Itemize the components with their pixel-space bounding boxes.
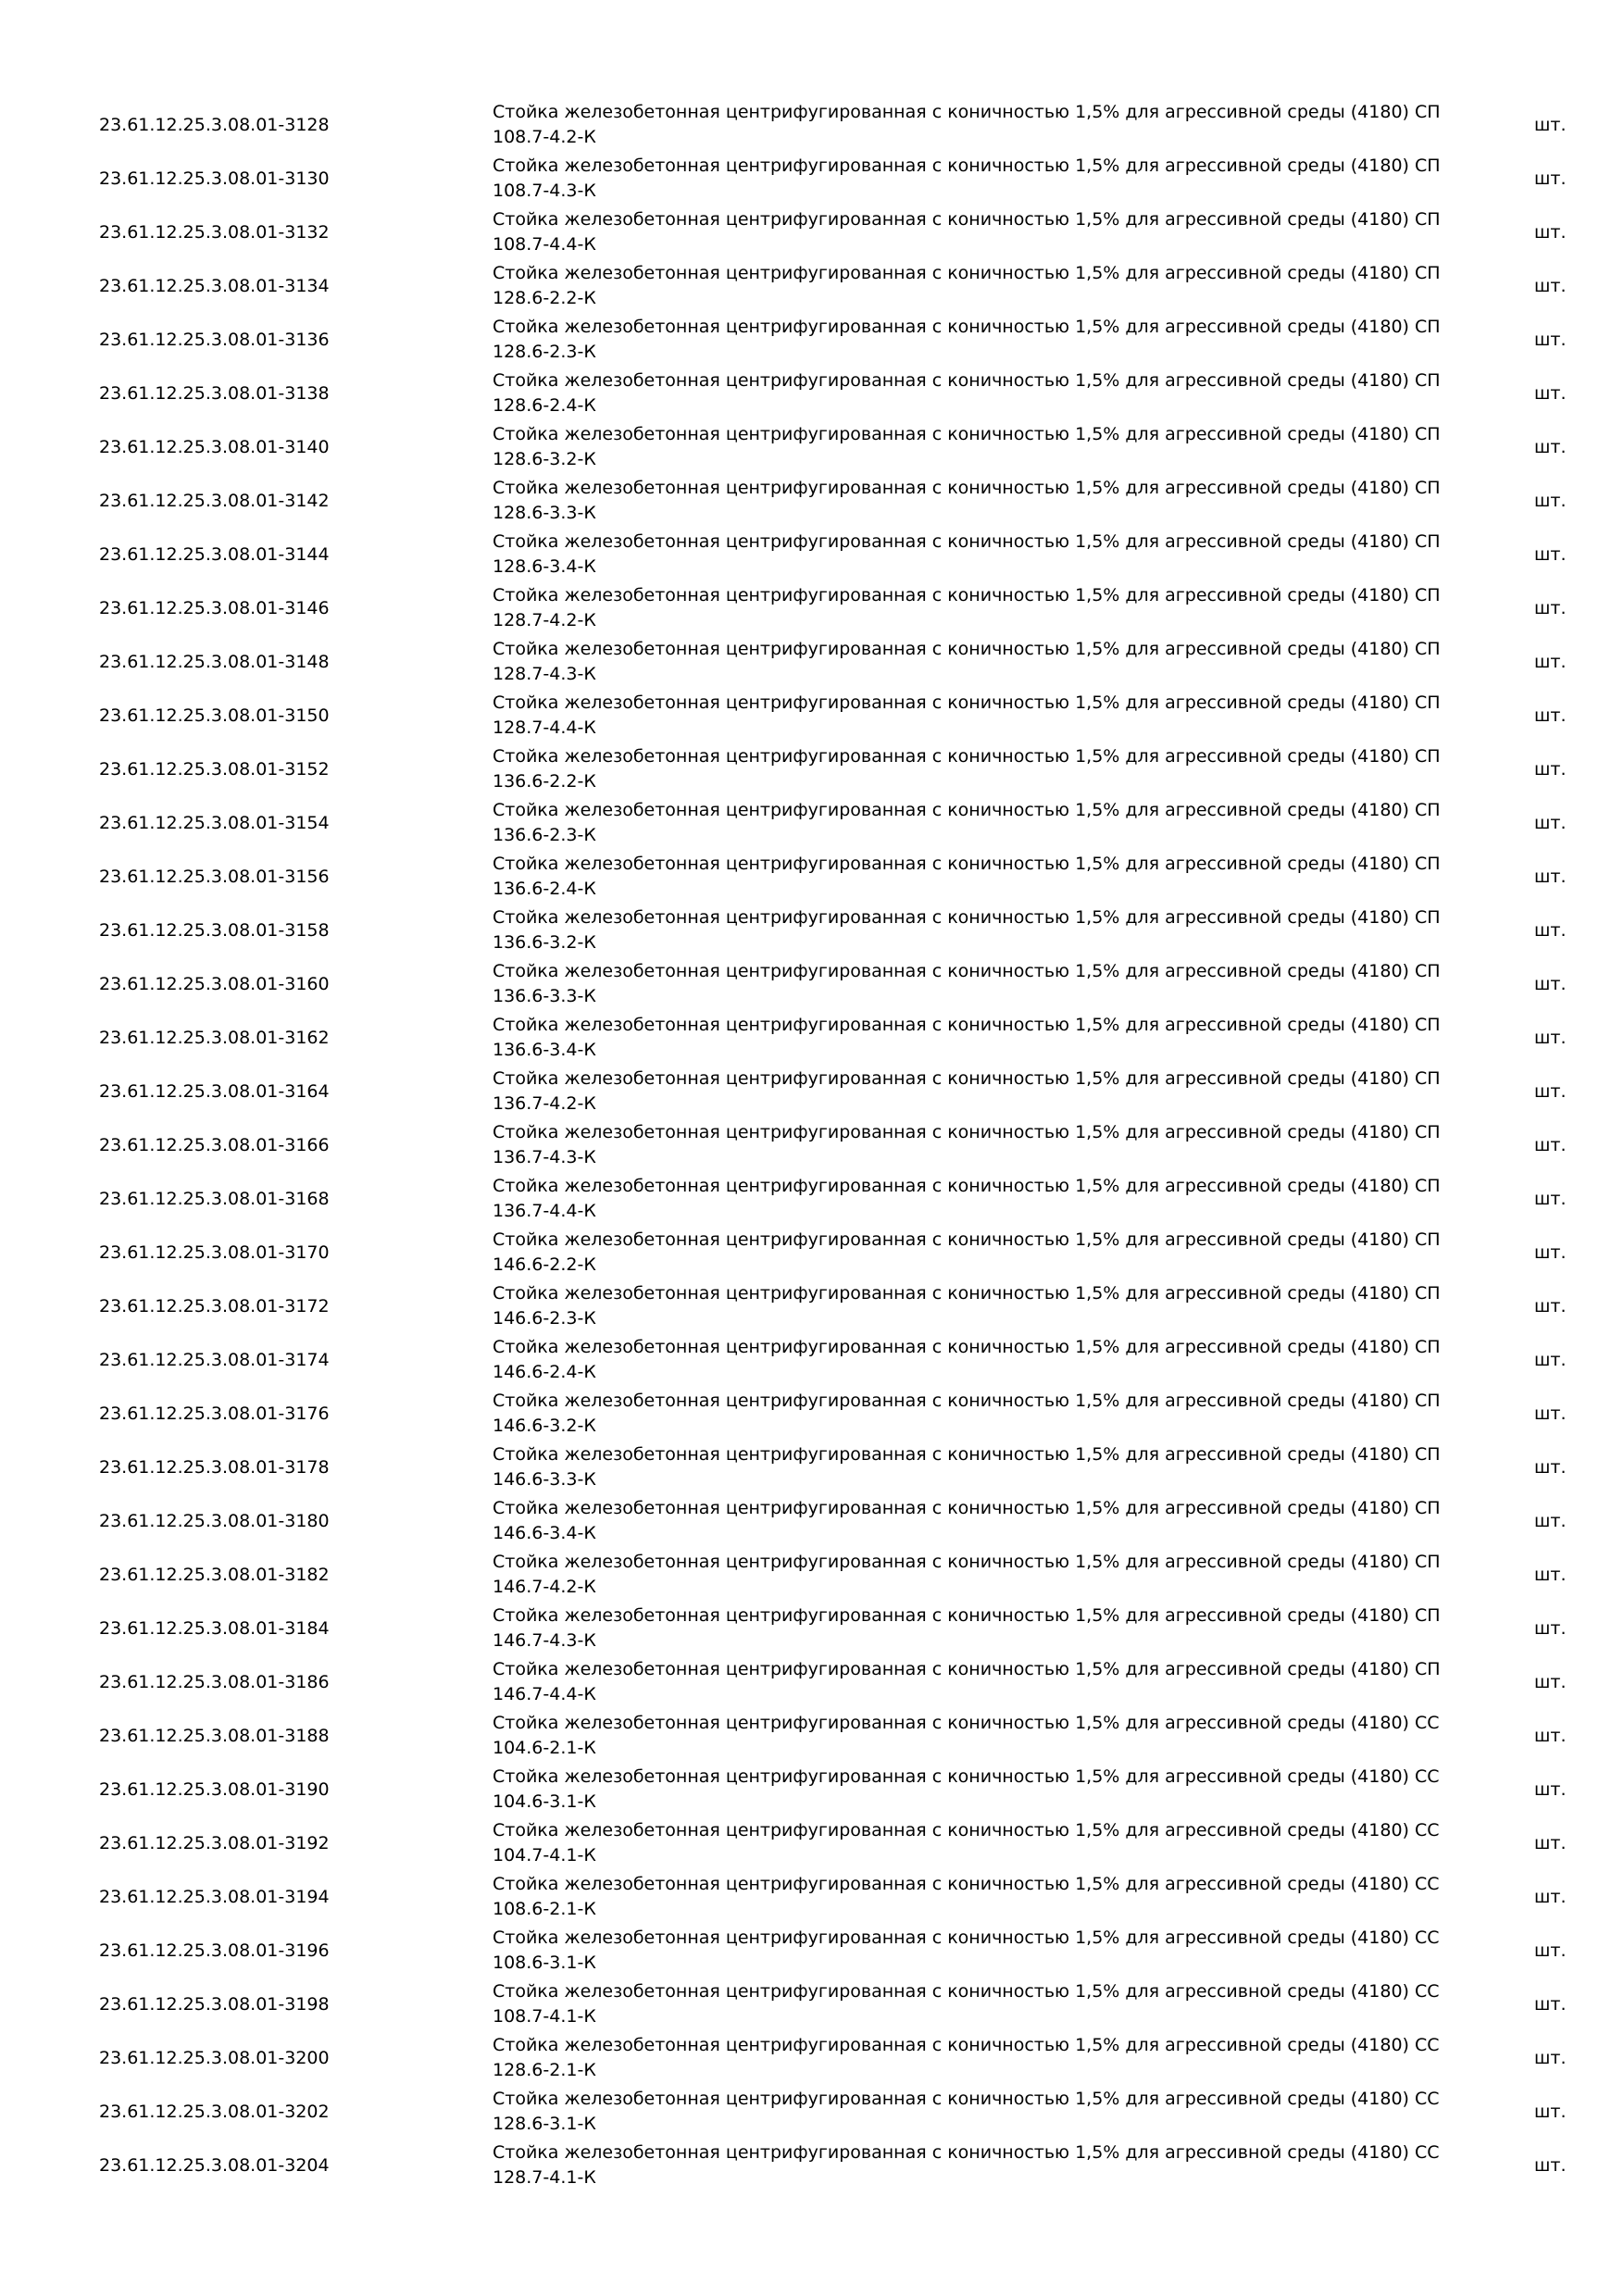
table-row [0,1011,1624,1065]
item-name [493,2087,1440,2137]
table-row [0,2139,1624,2192]
item-name [493,154,1441,204]
table-row [0,152,1624,206]
item-name [493,905,1441,955]
item-name-line: 104.6-3.1-К [493,1791,596,1812]
item-unit: шт. [1534,1242,1567,1263]
item-code: 23.61.12.25.3.08.01-3128 [99,115,330,135]
item-unit: шт. [1534,437,1567,457]
item-name [493,1281,1441,1331]
table-row [0,1065,1624,1118]
item-name-line: 128.6-3.3-К [493,503,596,523]
item-name-line: Стойка железобетонная центрифугированная с коничностью 1,5% для агрессивной среды (4180) СП [493,1015,1441,1035]
item-code: 23.61.12.25.3.08.01-3200 [99,2048,330,2068]
item-name [493,422,1441,472]
item-code: 23.61.12.25.3.08.01-3162 [99,1028,330,1048]
table-row [0,1870,1624,1924]
item-unit: шт. [1534,1404,1567,1424]
item-unit: шт. [1534,759,1567,780]
item-code: 23.61.12.25.3.08.01-3192 [99,1833,330,1853]
item-name-line: 128.7-4.4-К [493,718,596,738]
item-name-line: 128.6-3.2-К [493,449,596,469]
item-code: 23.61.12.25.3.08.01-3186 [99,1672,330,1692]
item-code: 23.61.12.25.3.08.01-3202 [99,2102,330,2122]
item-name-line: 108.7-4.2-К [493,127,596,147]
table-row [0,1978,1624,2031]
item-name-line: 136.7-4.2-К [493,1093,596,1114]
table-row [0,1924,1624,1978]
item-name-line: 128.6-2.2-К [493,288,596,308]
table-row [0,367,1624,420]
item-name-line: Стойка железобетонная центрифугированная с коничностью 1,5% для агрессивной среды (4180) СП [493,209,1441,230]
item-name-line: Стойка железобетонная центрифугированная с коничностью 1,5% для агрессивной среды (4180) СП [493,1498,1441,1518]
item-code: 23.61.12.25.3.08.01-3130 [99,168,330,189]
item-unit: шт. [1534,1940,1567,1961]
item-name-line: 104.7-4.1-К [493,1845,596,1866]
item-name [493,476,1441,526]
item-name [493,637,1441,687]
item-name [493,1228,1441,1278]
item-name [493,1174,1441,1224]
item-name-line: Стойка железобетонная центрифугированная с коничностью 1,5% для агрессивной среды (4180) СП [493,1176,1441,1196]
item-name-line: Стойка железобетонная центрифугированная с коничностью 1,5% для агрессивной среды (4180) СП [493,1283,1441,1304]
item-code: 23.61.12.25.3.08.01-3154 [99,813,330,833]
item-name [493,368,1441,418]
item-unit: шт. [1534,705,1567,726]
item-unit: шт. [1534,974,1567,994]
item-name-line: 146.6-3.4-К [493,1523,596,1543]
item-code: 23.61.12.25.3.08.01-3148 [99,652,330,672]
item-name-line: 108.7-4.1-К [493,2006,596,2027]
item-name-line: Стойка железобетонная центрифугированная с коничностью 1,5% для агрессивной среды (4180) СП [493,1552,1441,1572]
table-row [0,957,1624,1011]
item-name-line: Стойка железобетонная центрифугированная с коничностью 1,5% для агрессивной среды (4180) СС [493,1820,1440,1841]
item-unit: шт. [1534,2155,1567,2176]
table-row [0,1172,1624,1226]
item-code: 23.61.12.25.3.08.01-3174 [99,1350,330,1370]
item-unit: шт. [1534,867,1567,887]
item-code: 23.61.12.25.3.08.01-3156 [99,867,330,887]
item-name-line: 128.6-3.1-К [493,2114,596,2134]
item-unit: шт. [1534,2048,1567,2068]
item-code: 23.61.12.25.3.08.01-3142 [99,491,330,511]
table-row [0,313,1624,367]
item-name-line: 128.6-2.3-К [493,342,596,362]
item-code: 23.61.12.25.3.08.01-3190 [99,1779,330,1800]
item-name-line: Стойка железобетонная центрифугированная с коничностью 1,5% для агрессивной среды (4180) СС [493,2142,1440,2163]
item-name-line: Стойка железобетонная центрифугированная с коничностью 1,5% для агрессивной среды (4180) СП [493,1229,1441,1250]
item-name [493,1818,1440,1868]
item-name [493,1067,1441,1117]
item-name-line: Стойка железобетонная центрифугированная с коничностью 1,5% для агрессивной среды (4180) СП [493,961,1441,981]
item-name-line: 128.7-4.1-К [493,2167,596,2188]
item-unit: шт. [1534,598,1567,618]
item-name-line: Стойка железобетонная центрифугированная с коничностью 1,5% для агрессивной среды (4180) СП [493,1391,1441,1411]
table-row [0,1387,1624,1441]
item-name [493,2033,1440,2083]
item-name-line: Стойка железобетонная центрифугированная с коничностью 1,5% для агрессивной среды (4180) СП [493,370,1441,391]
item-code: 23.61.12.25.3.08.01-3198 [99,1994,330,2015]
table-row [0,1226,1624,1279]
table-row [0,2031,1624,2085]
item-code: 23.61.12.25.3.08.01-3144 [99,544,330,565]
item-unit: шт. [1534,383,1567,404]
item-unit: шт. [1534,1565,1567,1585]
item-name-line: Стойка железобетонная центрифугированная с коничностью 1,5% для агрессивной среды (4180) СП [493,531,1441,552]
item-code: 23.61.12.25.3.08.01-3196 [99,1940,330,1961]
item-unit: шт. [1534,544,1567,565]
item-name-line: Стойка железобетонная центрифугированная с коничностью 1,5% для агрессивной среды (4180) СП [493,693,1441,713]
item-name-line: Стойка железобетонная центрифугированная с коничностью 1,5% для агрессивной среды (4180) СС [493,1981,1440,2002]
item-name [493,1335,1441,1385]
item-name [493,2140,1440,2190]
table-row [0,1655,1624,1709]
item-name-line: Стойка железобетонная центрифугированная с коничностью 1,5% для агрессивной среды (4180) СП [493,1659,1441,1679]
item-unit: шт. [1534,1135,1567,1155]
item-name-line: 136.6-2.2-К [493,771,596,792]
table-row [0,1816,1624,1870]
item-code: 23.61.12.25.3.08.01-3150 [99,705,330,726]
item-name-line: 136.6-3.2-К [493,932,596,953]
item-name-line: 108.7-4.3-К [493,181,596,201]
item-name [493,691,1441,741]
item-name-line: 128.6-2.4-К [493,395,596,416]
item-unit: шт. [1534,1350,1567,1370]
item-name-line: 146.7-4.4-К [493,1684,596,1704]
item-name [493,1603,1441,1653]
item-name-line: Стойка железобетонная центрифугированная с коничностью 1,5% для агрессивной среды (4180) СП [493,1122,1441,1142]
item-name [493,1657,1441,1707]
item-code: 23.61.12.25.3.08.01-3172 [99,1296,330,1316]
item-code: 23.61.12.25.3.08.01-3134 [99,276,330,296]
table-row [0,1709,1624,1763]
item-unit: шт. [1534,1779,1567,1800]
item-name-line: 146.6-2.2-К [493,1254,596,1275]
item-name [493,1765,1440,1815]
item-name-line: Стойка железобетонная центрифугированная с коничностью 1,5% для агрессивной среды (4180) СП [493,800,1441,820]
table-row [0,689,1624,742]
item-name-line: 146.6-3.2-К [493,1416,596,1436]
item-name-line: 136.6-2.3-К [493,825,596,845]
item-name-line: 136.7-4.4-К [493,1201,596,1221]
item-name [493,1550,1441,1600]
item-name-line: Стойка железобетонная центрифугированная с коничностью 1,5% для агрессивной среды (4180) СП [493,585,1441,605]
item-name [493,100,1441,150]
item-name-line: Стойка железобетонная центрифугированная с коничностью 1,5% для агрессивной среды (4180) СС [493,1928,1440,1948]
item-code: 23.61.12.25.3.08.01-3152 [99,759,330,780]
item-name-line: 146.7-4.3-К [493,1630,596,1651]
item-name-line: 136.6-3.3-К [493,986,596,1006]
item-name-line: Стойка железобетонная центрифугированная с коничностью 1,5% для агрессивной среды (4180) СС [493,1713,1440,1733]
item-name-line: Стойка железобетонная центрифугированная с коничностью 1,5% для агрессивной среды (4180) СС [493,1766,1440,1787]
table-row [0,259,1624,313]
item-unit: шт. [1534,920,1567,941]
item-name-line: 146.6-3.3-К [493,1469,596,1490]
item-name-line: 128.6-2.1-К [493,2060,596,2080]
item-name [493,1442,1441,1492]
item-unit: шт. [1534,1028,1567,1048]
item-unit: шт. [1534,1618,1567,1639]
table-row [0,474,1624,528]
item-code: 23.61.12.25.3.08.01-3132 [99,222,330,243]
item-table [0,98,1624,2192]
table-row [0,581,1624,635]
item-code: 23.61.12.25.3.08.01-3164 [99,1081,330,1102]
table-row [0,742,1624,796]
item-code: 23.61.12.25.3.08.01-3204 [99,2155,330,2176]
item-unit: шт. [1534,1189,1567,1209]
item-name-line: 128.7-4.3-К [493,664,596,684]
item-code: 23.61.12.25.3.08.01-3176 [99,1404,330,1424]
item-name [493,798,1441,848]
item-name-line: 108.7-4.4-К [493,234,596,255]
item-name [493,744,1441,794]
item-unit: шт. [1534,1457,1567,1478]
item-name-line: Стойка железобетонная центрифугированная с коничностью 1,5% для агрессивной среды (4180) СП [493,317,1441,337]
table-row [0,2085,1624,2139]
item-code: 23.61.12.25.3.08.01-3166 [99,1135,330,1155]
item-name-line: Стойка железобетонная центрифугированная с коничностью 1,5% для агрессивной среды (4180) СП [493,424,1441,444]
item-unit: шт. [1534,1511,1567,1531]
item-name-line: 108.6-2.1-К [493,1899,596,1919]
item-name-line: Стойка железобетонная центрифугированная с коничностью 1,5% для агрессивной среды (4180) СП [493,1444,1441,1465]
item-name [493,1496,1441,1546]
item-unit: шт. [1534,1833,1567,1853]
item-name-line: 146.6-2.3-К [493,1308,596,1329]
item-unit: шт. [1534,1887,1567,1907]
item-name [493,1389,1441,1439]
item-code: 23.61.12.25.3.08.01-3180 [99,1511,330,1531]
item-name-line: Стойка железобетонная центрифугированная с коничностью 1,5% для агрессивной среды (4180) СС [493,2035,1440,2055]
table-row [0,1602,1624,1655]
table-row [0,98,1624,152]
item-code: 23.61.12.25.3.08.01-3182 [99,1565,330,1585]
item-name [493,315,1441,365]
item-name-line: 128.7-4.2-К [493,610,596,630]
item-name-line: 136.7-4.3-К [493,1147,596,1167]
item-name [493,530,1441,580]
item-code: 23.61.12.25.3.08.01-3188 [99,1726,330,1746]
item-unit: шт. [1534,491,1567,511]
item-unit: шт. [1534,1081,1567,1102]
item-name [493,959,1441,1009]
table-row [0,796,1624,850]
item-code: 23.61.12.25.3.08.01-3136 [99,330,330,350]
item-name [493,207,1441,257]
table-row [0,1441,1624,1494]
item-unit: шт. [1534,2102,1567,2122]
table-row [0,1333,1624,1387]
item-unit: шт. [1534,115,1567,135]
item-code: 23.61.12.25.3.08.01-3160 [99,974,330,994]
table-row [0,420,1624,474]
item-code: 23.61.12.25.3.08.01-3194 [99,1887,330,1907]
item-name-line: Стойка железобетонная центрифугированная с коничностью 1,5% для агрессивной среды (4180) СП [493,1605,1441,1626]
item-name-line: Стойка железобетонная центрифугированная с коничностью 1,5% для агрессивной среды (4180) СП [493,478,1441,498]
item-name [493,1872,1440,1922]
item-name-line: 128.6-3.4-К [493,556,596,577]
item-unit: шт. [1534,1296,1567,1316]
item-code: 23.61.12.25.3.08.01-3170 [99,1242,330,1263]
table-row [0,1279,1624,1333]
item-name-line: Стойка железобетонная центрифугированная с коничностью 1,5% для агрессивной среды (4180) СС [493,1874,1440,1894]
table-row [0,904,1624,957]
table-row [0,1494,1624,1548]
table-row [0,635,1624,689]
item-code: 23.61.12.25.3.08.01-3168 [99,1189,330,1209]
table-row [0,1763,1624,1816]
item-name [493,1711,1440,1761]
item-code: 23.61.12.25.3.08.01-3178 [99,1457,330,1478]
item-name-line: Стойка железобетонная центрифугированная с коничностью 1,5% для агрессивной среды (4180) СП [493,639,1441,659]
item-name-line: 136.6-2.4-К [493,879,596,899]
item-name-line: 146.7-4.2-К [493,1577,596,1597]
table-row [0,850,1624,904]
item-name-line: 146.6-2.4-К [493,1362,596,1382]
item-unit: шт. [1534,330,1567,350]
item-unit: шт. [1534,276,1567,296]
item-name-line: Стойка железобетонная центрифугированная с коничностью 1,5% для агрессивной среды (4180) СП [493,746,1441,767]
item-name-line: Стойка железобетонная центрифугированная с коничностью 1,5% для агрессивной среды (4180) СС [493,2089,1440,2109]
item-name-line: Стойка железобетонная центрифугированная с коничностью 1,5% для агрессивной среды (4180) СП [493,1068,1441,1089]
table-row [0,528,1624,581]
item-name-line: 108.6-3.1-К [493,1953,596,1973]
item-unit: шт. [1534,1672,1567,1692]
item-unit: шт. [1534,1994,1567,2015]
item-name [493,261,1441,311]
item-name [493,1926,1440,1976]
item-name-line: Стойка железобетонная центрифугированная с коничностью 1,5% для агрессивной среды (4180) СП [493,102,1441,122]
item-name-line: Стойка железобетонная центрифугированная с коничностью 1,5% для агрессивной среды (4180) СП [493,907,1441,928]
item-code: 23.61.12.25.3.08.01-3184 [99,1618,330,1639]
table-row [0,206,1624,259]
table-row [0,1118,1624,1172]
item-code: 23.61.12.25.3.08.01-3140 [99,437,330,457]
item-name-line: Стойка железобетонная центрифугированная с коничностью 1,5% для агрессивной среды (4180) СП [493,263,1441,283]
item-name-line: Стойка железобетонная центрифугированная с коничностью 1,5% для агрессивной среды (4180) СП [493,854,1441,874]
item-name [493,1120,1441,1170]
item-name [493,583,1441,633]
item-unit: шт. [1534,652,1567,672]
item-unit: шт. [1534,1726,1567,1746]
item-name [493,1979,1440,2029]
item-name-line: Стойка железобетонная центрифугированная с коничностью 1,5% для агрессивной среды (4180) СП [493,1337,1441,1357]
item-unit: шт. [1534,168,1567,189]
item-name-line: Стойка железобетонная центрифугированная с коничностью 1,5% для агрессивной среды (4180) СП [493,156,1441,176]
item-code: 23.61.12.25.3.08.01-3146 [99,598,330,618]
item-name [493,852,1441,902]
item-unit: шт. [1534,222,1567,243]
item-name-line: 104.6-2.1-К [493,1738,596,1758]
item-name-line: 136.6-3.4-К [493,1040,596,1060]
item-code: 23.61.12.25.3.08.01-3138 [99,383,330,404]
item-unit: шт. [1534,813,1567,833]
item-name [493,1013,1441,1063]
item-code: 23.61.12.25.3.08.01-3158 [99,920,330,941]
table-row [0,1548,1624,1602]
